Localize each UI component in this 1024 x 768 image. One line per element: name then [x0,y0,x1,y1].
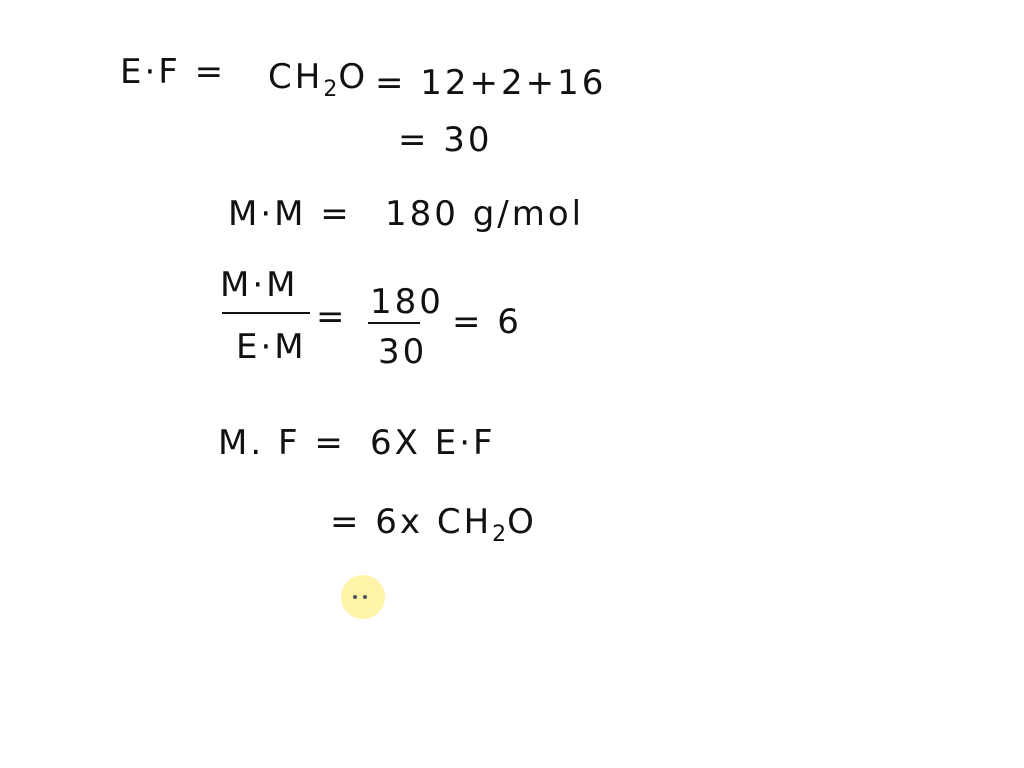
molar-mass-label: M·M = [228,194,352,234]
ratio-result: = 6 [452,302,522,342]
fraction-denominator: E·M [236,327,307,367]
ratio-bar [368,322,420,324]
molar-mass-value: 180 g/mol [385,194,585,234]
empirical-formula-ch2o [268,57,369,102]
molecular-formula-substitution [330,502,537,547]
ch-text: CH [268,57,324,97]
cursor-dot [363,595,367,599]
o-text: O [507,502,537,542]
empirical-mass-sum: = 12+2+16 [375,63,607,103]
fraction-bar [222,312,310,314]
fraction-numerator: M·M [220,265,299,305]
molecular-formula-label: M. F = [218,423,346,463]
molecular-formula-expression: 6X E·F [370,423,496,463]
fraction-equals: = [316,297,348,337]
empirical-mass-result: = 30 [398,120,493,160]
ratio-numerator: 180 [370,282,444,322]
subscript-2: 2 [492,522,508,547]
subscript-2: 2 [323,77,339,102]
o-text: O [338,57,369,97]
pen-cursor-icon [341,575,385,619]
ratio-denominator: 30 [378,332,428,372]
cursor-dot [353,595,357,599]
empirical-formula-label: E·F = [120,52,227,92]
prefix-text: = 6x CH [330,502,493,542]
